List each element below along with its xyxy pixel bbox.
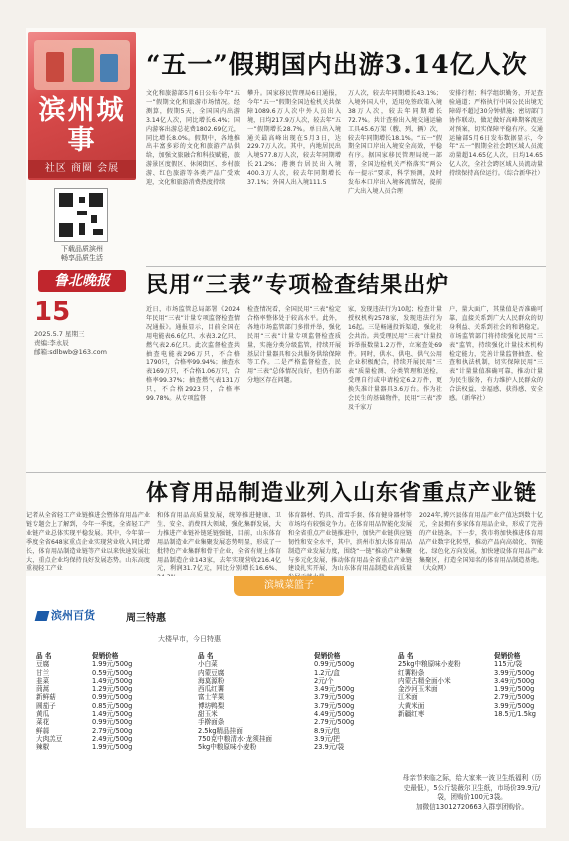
product-name: 金沙河玉米面 xyxy=(398,685,438,694)
product-name: 内蒙豆腐 xyxy=(198,668,225,677)
product-name: 750克中粮清水·龙须挂面 xyxy=(198,734,273,743)
article-column: 体育器材、钓具、滑雪手套、体育健身器材等市场均有较强竞争力。在体育用品智能化发展和全省重点产业链推进中，加快产业链供应链韧性和安全水平，其中，滨州市加大体育用品制造产业发展力度，围绕“一链”推动产业集聚与多元化发展，推动体育用品全省重点产业链建设扎实开展，为山东体育用品制造业高质量 xyxy=(288,512,412,573)
article-column: 文化和旅游部5月6日公布今年“五一”假期文化和旅游市场情况。经测算，假期5天，全国国内出游3.14亿人次，同比增长6.4%；国内游客出游总花费1802.69亿元，同比增长8.0%。假期中，各地推出丰富多彩的文化和旅游产品供给，加强文旅融合和科技赋能，旅游景区度假区、休闲街区、乡村旅游、红色旅游等各类产品广受欢迎，文化和旅游消费热度持续 xyxy=(146,90,240,187)
price-row xyxy=(36,702,202,710)
page-number: 15 xyxy=(34,297,71,327)
editor: 责编:李永辰 xyxy=(34,339,69,347)
headline-sports: 体育用品制造业列入山东省重点产业链 xyxy=(146,480,538,506)
newspaper-page xyxy=(26,28,546,828)
product-price: 0.99元/500g xyxy=(314,660,355,669)
store-logo-icon xyxy=(35,611,50,621)
product-price: 23.9元/袋 xyxy=(314,743,345,752)
product-price: 2.49元/500g xyxy=(92,734,133,743)
product-name: 韭菜 xyxy=(36,676,50,685)
product-name: 大肉羔豆 xyxy=(36,734,63,743)
product-name: 红薯粉条 xyxy=(398,668,425,677)
ad-tag: 滨城菜篮子 xyxy=(234,576,344,596)
product-name: 鲜蒜 xyxy=(36,726,50,735)
product-price: 3.49元/500g xyxy=(494,676,535,685)
article-column: 攀升。国家移民管理局6日通报，今年“五一”假期全国边检机关共保障1089.6万人次中外人员出入境，日均217.9万人次，较去年“五一”假期增长28.7%。单日出入境通关最高峰出现在5月3日，达229.7万人次。其中，内地居民出入境577.8万人次，较去年同期增长21.2%；港澳台居民出入境400.3万人次，较去年同期增长37.1%；外国人出入境111.5 xyxy=(247,90,341,187)
price-row xyxy=(198,702,424,710)
header-price: 促销价格 xyxy=(314,652,341,660)
contact-text: 加微信13012720663入群享团购价。 xyxy=(415,802,529,811)
article-column: 家，发现违法行为10起；检查计量授权机构2578家，发现违法行为16起。三是畅通投诉渠道，强化社会共治。共受理民用“三表”计量投诉举报数量1.2万件，立案查处69件。同时，供水、供电、供气公用企业积极配合，持续开展民用“三表”质量检测、分类管理和送检，受理自行或申请检定6.2万件，更换失准计量器具3.6万台。作为社会民生的基础物件，民用“三表”涉及千家万 xyxy=(348,306,442,411)
product-price: 1.29元/500g xyxy=(92,685,133,694)
product-name: 新疆红枣 xyxy=(398,710,425,719)
price-row xyxy=(36,743,202,751)
qr-caption: 下载品质滨州 畅享品质生活 xyxy=(61,245,103,262)
promo-text: 母亲节来临之际，给大家来一波卫生纸福利（历史最低），5公斤装薇尔卫生纸，市场价39.9元/袋，团购价100元3袋。 xyxy=(402,774,542,802)
product-price: 1.49元/500g xyxy=(92,676,133,685)
price-row xyxy=(398,710,544,718)
header-name: 品 名 xyxy=(36,652,52,660)
product-price: 1.99元/500g xyxy=(92,743,133,752)
product-price: 0.99元/500g xyxy=(92,693,133,702)
product-name: 豆腐 xyxy=(36,660,50,669)
price-table-3 xyxy=(398,652,544,718)
price-table-2 xyxy=(198,652,424,752)
product-price: 1.99元/500g xyxy=(92,660,133,669)
product-name: 富士苹果 xyxy=(198,693,225,702)
price-row xyxy=(198,727,424,735)
product-name: 博坊鸭梨 xyxy=(198,701,225,710)
price-row xyxy=(198,677,424,685)
product-price: 115元/袋 xyxy=(494,660,522,669)
price-row xyxy=(36,685,202,693)
column-subtitle: 社区 商圈 会展 xyxy=(28,160,136,178)
price-row xyxy=(398,693,544,701)
product-name: 甘兰 xyxy=(36,668,50,677)
product-name: 西瓜红薯 xyxy=(198,685,225,694)
product-name: 辣椒 xyxy=(36,743,50,752)
product-price: 0.85元/500g xyxy=(92,701,133,710)
paper-logo: 鲁北晚报 xyxy=(38,270,126,292)
ad-title: 周三特惠 xyxy=(126,613,166,624)
price-row xyxy=(398,702,544,710)
ad-note xyxy=(402,774,542,812)
header-name: 品 名 xyxy=(398,652,414,660)
product-name: 内蒙古精全面小米 xyxy=(398,676,451,685)
product-price: 3.99元/500g xyxy=(494,701,535,710)
article-column: 万人次，较去年同期增长43.1%；入境外国人中，适用免签政策入境38万人次，较去年同期增长72.7%。共计查验出入境交通运输工具45.6万架（艘、列、辆）次，较去年同期增长18.1%。“五一”假期全国口岸出入境安全高效，平稳有序。据国家移民管理局统一部署，全国边检机关严格落实“两公布一提示”要求，科学预测，及时发布本口岸出入境客流情况，提前广大出入境人员合理 xyxy=(348,90,442,195)
banner-building-icon xyxy=(100,54,118,82)
product-price: 0.59元/500g xyxy=(92,668,133,677)
product-name: 茼蒿 xyxy=(36,685,50,694)
price-row xyxy=(198,710,424,718)
column-banner xyxy=(28,32,136,180)
product-name: 甜玉米 xyxy=(198,710,218,719)
product-price: 3.9元/把 xyxy=(314,734,340,743)
price-row xyxy=(36,677,202,685)
price-row xyxy=(398,677,544,685)
price-row xyxy=(198,669,424,677)
product-price: 1.99元/500g xyxy=(494,685,535,694)
product-price: 2元/个 xyxy=(314,676,334,685)
header-price: 促销价格 xyxy=(92,652,119,660)
store-name: 滨州百货 xyxy=(51,609,95,622)
product-price: 4.49元/500g xyxy=(314,710,355,719)
product-price: 3.79元/500g xyxy=(314,701,355,710)
price-row xyxy=(36,735,202,743)
divider xyxy=(26,472,546,473)
article-column: 检查情况看，全国民用“三表”检定合格率整体处于较高水平。此外，各地市场监管部门多措并举，强化民用“三表”计量专项监督检查质量，实施分类分级监管，持续开展基层计量器具和公共服务供给保障等工作。二是严格监督检查，民用“三表”总体情况良好，但仍有部分地区存在问题。 xyxy=(247,306,341,385)
product-price: 3.49元/500g xyxy=(314,685,355,694)
price-row xyxy=(398,685,544,693)
product-price: 0.99元/500g xyxy=(92,718,133,727)
product-price: 8.9元/包 xyxy=(314,726,340,735)
price-row xyxy=(398,669,544,677)
store-logo xyxy=(36,608,116,624)
price-row xyxy=(36,718,202,726)
article-column: 2024年,博兴县体育用品产业产值达到数十亿元，全县拥有多家体育用品企业，形成了完善的产业链条。下一步，我市将加快推进体育用品产业数字化转型，推动产品向高端化、智能化、绿色化方向发展，加快建设体育用品产业集聚区，打造全国知名的体育用品制造基地。（大众网） xyxy=(419,512,543,573)
headline-meters: 民用“三表”专项检查结果出炉 xyxy=(146,272,450,298)
product-name: 2.5kg精品挂面 xyxy=(198,726,243,735)
banner-tree-icon xyxy=(72,48,94,82)
product-name: 海莫源粉 xyxy=(198,676,225,685)
product-price: 1.2元/盒 xyxy=(314,668,340,677)
article-column: 记者从全省轻工产业链推进会暨体育用品产业链专题会上了解到，今年一季度，全省轻工产业链产业总体实现平稳发展。其中，今年第一季度全省648家重点企业实现营业收入同比增长，体育用品制造业链等产业以来快速发展壮大，重点企业均保持良好发展态势。山东高度重视轻工产业 xyxy=(26,512,150,573)
headline-tourism: “五一”假期国内出游3.14亿人次 xyxy=(146,50,528,79)
product-name: 圆茄子 xyxy=(36,701,56,710)
divider xyxy=(146,266,546,267)
banner-shop-icon xyxy=(46,52,64,82)
header-price: 促销价格 xyxy=(494,652,521,660)
article-meters-body xyxy=(146,306,546,466)
product-price: 18.5元/1.5kg xyxy=(494,710,536,719)
price-row xyxy=(198,693,424,701)
article-tourism-body xyxy=(146,90,546,262)
article-column: 近日，市场监管总局部署《2024年民用“三表”计量专项监督检查情况通报》。通报显示，目前全国在用电能表6.6亿只、水表3.2亿只、燃气表2.6亿只。此次监督检查共抽查电能表296万只，不合格1790只，合格率99.94%；抽查水表169万只，不合格1.06万只，合格率99.37%；抽查燃气表131万只，不合格2923只，合格率99.78%。从专项监督 xyxy=(146,306,240,403)
ad-subtitle: 大楼早市，今日特惠 xyxy=(158,635,221,643)
product-price: 1.49元/500g xyxy=(92,710,133,719)
product-price: 2.79元/500g xyxy=(92,726,133,735)
page-meta xyxy=(34,330,134,357)
email: 邮箱:sdlbwb@163.com xyxy=(34,348,107,356)
issue-date: 2025.5.7 星期三 xyxy=(34,330,85,338)
product-name: 大黄米面 xyxy=(398,701,425,710)
masthead-sidebar xyxy=(26,28,138,408)
header-name: 品 名 xyxy=(198,652,214,660)
price-row xyxy=(198,660,424,668)
product-price: 3.99元/500g xyxy=(494,668,535,677)
price-row xyxy=(36,710,202,718)
price-row xyxy=(398,660,544,668)
article-column: 安排行程；科学组织勤务，开足查验通道；严格执行中国公民出境无障碍不超过30分钟措施；密切部门协作联动，做足做好高峰期客流应对预案，切实保障平稳有序。交通运输部5月6日发布数据显示，今年“五一”假期全社会跨区域人员流动量超14.65亿人次，日均14.65亿人次，全社会跨区域人员流动量持续保持高位运行。（综合新华社） xyxy=(449,90,544,178)
advertisement xyxy=(26,576,546,828)
product-name: 5kg中粮原味小麦粉 xyxy=(198,743,257,752)
price-row xyxy=(36,693,202,701)
article-column: 户，量大面广，其量值是否准确可靠，直接关系到广大人民群众的切身利益、关系到社会的和谐稳定。市场监管部门将持续强化民用“三表”监管，持续强化计量技术机构检定能力，完善计量监督抽查、检查和执法机制，切实保障民用“三表”计量量值准确可靠，推动计量为民生服务，有力维护人民群众的合法权益、幸福感、获得感、安全感。（新华社） xyxy=(449,306,543,403)
price-row xyxy=(36,727,202,735)
column-name: 滨州城事 xyxy=(38,95,126,156)
product-price: 2.79元/500g xyxy=(494,693,535,702)
price-row xyxy=(198,743,424,751)
product-name: 新鲜菇 xyxy=(36,693,56,702)
price-row xyxy=(198,718,424,726)
product-price: 2.79元/500g xyxy=(314,718,355,727)
price-row xyxy=(36,660,202,668)
price-row xyxy=(36,669,202,677)
qr-code-icon[interactable] xyxy=(54,188,108,242)
product-name: 江米面 xyxy=(398,693,418,702)
product-name: 菜花 xyxy=(36,718,50,727)
product-name: 25kg中粮原味小麦粉 xyxy=(398,660,461,669)
product-name: 黄瓜 xyxy=(36,710,50,719)
product-name: 小白菜 xyxy=(198,660,218,669)
price-table-1 xyxy=(36,652,202,752)
product-name: 手擀面条 xyxy=(198,718,225,727)
article-sports-body xyxy=(26,512,546,573)
article-column: 和体育用品高质量发展，统筹推进健康、卫生、安全、消费四大领域，强化集群发展，大力推进产业链补链延链强链，目前，山东体育用品制造业产业集聚发展态势明显，形成了一批特色产业集群和骨干企业，全省有规上体育用品制造企业143家，去年实现营收216.4亿元，利润31.7亿元，同比分别增长16.6%、 xyxy=(157,512,281,573)
product-price: 3.79元/500g xyxy=(314,693,355,702)
price-row xyxy=(198,685,424,693)
